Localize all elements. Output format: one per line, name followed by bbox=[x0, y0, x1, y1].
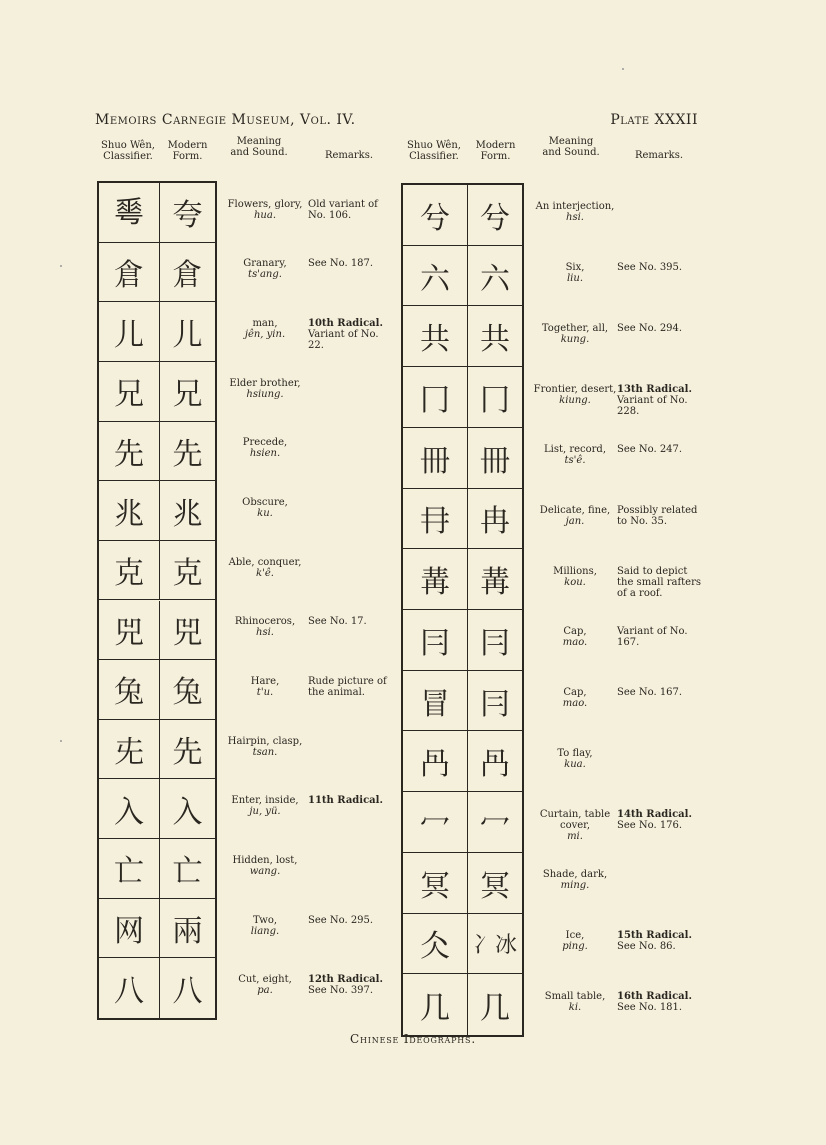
modern-form-glyph: 冫冰 bbox=[467, 914, 522, 975]
meaning-and-sound bbox=[532, 262, 618, 284]
meaning-and-sound bbox=[532, 505, 618, 527]
shuo-wen-classifier-glyph: 冎 bbox=[403, 731, 467, 792]
modern-form-glyph: 冊 bbox=[467, 428, 522, 489]
remarks bbox=[617, 687, 705, 698]
meaning-text: Rhinoceros, bbox=[234, 616, 296, 628]
modern-form-glyph: 六 bbox=[467, 246, 522, 307]
sound-text: kua. bbox=[564, 758, 586, 770]
sound-text: t'u. bbox=[256, 686, 274, 698]
sound-text: hua. bbox=[253, 209, 277, 221]
meaning-text: Cap, bbox=[563, 626, 587, 638]
shuo-wen-classifier-glyph: 冓 bbox=[403, 549, 467, 610]
sound-text: wang. bbox=[249, 865, 281, 877]
col-header-classifier-right: Shuo Wên, Classifier. bbox=[407, 140, 461, 162]
meaning-text: Cap, bbox=[563, 687, 587, 699]
meaning-and-sound bbox=[226, 974, 304, 996]
sound-text: hsi. bbox=[256, 627, 274, 639]
meaning-text: Curtain, table cover, bbox=[539, 808, 611, 831]
shuo-wen-classifier-glyph: 八 bbox=[114, 974, 144, 1010]
meaning-text: Small table, bbox=[544, 990, 606, 1002]
modern-form-glyph: 几 bbox=[467, 974, 522, 1035]
col-header-classifier-left: Shuo Wên, Classifier. bbox=[101, 140, 155, 162]
shuo-wen-classifier-glyph: 几 bbox=[420, 990, 450, 1026]
shuo-wen-classifier-glyph: 克 bbox=[99, 541, 159, 601]
modern-form-glyph: 冥 bbox=[467, 853, 522, 914]
sound-text: liang. bbox=[250, 925, 280, 937]
shuo-wen-classifier-glyph: 冥 bbox=[403, 853, 467, 914]
remarks-text: See No. 176. bbox=[617, 819, 683, 831]
meaning-text: Hidden, lost, bbox=[232, 854, 298, 866]
modern-form-glyph: 冎 bbox=[467, 731, 522, 792]
col-header-modern-left: Modern Form. bbox=[167, 140, 208, 162]
remarks bbox=[617, 991, 705, 1013]
shuo-wen-classifier-glyph: 仌 bbox=[403, 914, 467, 975]
modern-form-glyph: 八 bbox=[159, 958, 215, 1018]
remarks bbox=[308, 616, 393, 627]
meaning-and-sound bbox=[226, 199, 304, 221]
shuo-wen-classifier-glyph: 冊 bbox=[403, 428, 467, 489]
remarks bbox=[308, 258, 393, 269]
modern-form-glyph: 先 bbox=[159, 720, 215, 780]
meaning-and-sound bbox=[226, 497, 304, 519]
remarks-text: See No. 397. bbox=[308, 985, 374, 997]
modern-form-glyph: 先 bbox=[159, 422, 215, 482]
col-header-meaning-right: Meaning and Sound. bbox=[542, 136, 600, 158]
shuo-wen-classifier-glyph: 冄 bbox=[403, 489, 467, 550]
shuo-wen-classifier-glyph: 兕 bbox=[99, 601, 159, 661]
meaning-and-sound bbox=[532, 809, 618, 842]
speck bbox=[60, 740, 62, 742]
sound-text: tsan. bbox=[252, 746, 278, 758]
meaning-text: Able, conquer, bbox=[228, 556, 302, 568]
remarks-text: Old variant of No. 106. bbox=[308, 198, 378, 221]
shuo-wen-classifier-glyph: 先 bbox=[99, 422, 159, 482]
meaning-text: Millions, bbox=[553, 565, 597, 577]
remarks bbox=[617, 626, 705, 648]
modern-form-glyph: 夸 bbox=[159, 183, 215, 243]
modern-form-glyph: 冖 bbox=[467, 792, 522, 853]
meaning-and-sound bbox=[532, 869, 618, 891]
meaning-and-sound bbox=[532, 930, 618, 952]
sound-text: kiung. bbox=[559, 394, 591, 406]
modern-form-glyph: 倉 bbox=[159, 243, 215, 303]
shuo-wen-classifier-glyph: 冂 bbox=[403, 367, 467, 428]
right-character-table bbox=[401, 183, 524, 1037]
sound-text: liu. bbox=[566, 273, 583, 285]
modern-form-glyph: 兕 bbox=[159, 601, 215, 661]
radical-label: 13th Radical. bbox=[617, 383, 692, 395]
shuo-wen-classifier-glyph: 兂 bbox=[99, 720, 159, 780]
meaning-and-sound bbox=[532, 748, 618, 770]
plate-number: Plate XXXII bbox=[610, 112, 698, 128]
meaning-text: Hairpin, clasp, bbox=[227, 735, 303, 747]
meaning-and-sound bbox=[532, 444, 618, 466]
running-header: Memoirs Carnegie Museum, Vol. IV. bbox=[95, 112, 356, 128]
remarks-text: See No. 395. bbox=[617, 262, 683, 274]
radical-label: 14th Radical. bbox=[617, 808, 692, 820]
remarks-text: Rude picture of the animal. bbox=[308, 675, 387, 698]
sound-text: ping. bbox=[562, 940, 588, 952]
meaning-text: Elder brother, bbox=[229, 377, 301, 389]
meaning-text: Delicate, fine, bbox=[539, 504, 611, 516]
meaning-text: Hare, bbox=[250, 675, 280, 687]
sound-text: ki. bbox=[568, 1001, 582, 1013]
meaning-text: Ice, bbox=[565, 929, 585, 941]
shuo-wen-classifier-glyph: 倉 bbox=[99, 243, 159, 303]
col-header-meaning-left: Meaning and Sound. bbox=[230, 136, 288, 158]
meaning-text: Obscure, bbox=[242, 497, 288, 509]
meaning-and-sound bbox=[226, 736, 304, 758]
remarks-text: Possibly related to No. 35. bbox=[617, 504, 698, 527]
meaning-text: Together, all, bbox=[541, 322, 609, 334]
sound-text: k'ê. bbox=[256, 567, 274, 579]
sound-text: hsien. bbox=[249, 448, 281, 460]
modern-form-glyph: 冉 bbox=[467, 489, 522, 550]
remarks-text: See No. 86. bbox=[617, 940, 676, 952]
speck bbox=[60, 265, 62, 267]
remarks bbox=[617, 930, 705, 952]
modern-form-glyph: 冃 bbox=[467, 671, 522, 732]
meaning-and-sound bbox=[226, 437, 304, 459]
remarks-text: See No. 167. bbox=[617, 687, 683, 699]
sound-text: ku. bbox=[257, 508, 273, 520]
shuo-wen-classifier-glyph: 冒 bbox=[403, 671, 467, 732]
meaning-and-sound bbox=[532, 384, 618, 406]
meaning-text: Enter, inside, bbox=[231, 795, 299, 807]
meaning-and-sound bbox=[226, 378, 304, 400]
meaning-text: Flowers, glory, bbox=[227, 198, 303, 210]
remarks-text: See No. 295. bbox=[308, 914, 374, 926]
meaning-and-sound bbox=[532, 566, 618, 588]
radical-label: 16th Radical. bbox=[617, 990, 692, 1002]
remarks bbox=[617, 809, 705, 831]
sound-text: ts'ê. bbox=[564, 455, 586, 467]
meaning-and-sound bbox=[532, 687, 618, 709]
meaning-text: List, record, bbox=[543, 444, 607, 456]
meaning-text: Cut, eight, bbox=[238, 974, 292, 986]
modern-form-glyph: 兮 bbox=[467, 185, 522, 246]
shuo-wen-classifier-glyph: 𠌶 bbox=[99, 183, 159, 243]
shuo-wen-classifier-glyph: 共 bbox=[403, 306, 467, 367]
remarks bbox=[308, 318, 393, 351]
radical-label: 10th Radical. bbox=[308, 318, 383, 330]
sound-text: mi. bbox=[567, 830, 583, 842]
meaning-text: Shade, dark, bbox=[542, 869, 608, 881]
sound-text: jên, yin. bbox=[244, 329, 286, 341]
meaning-text: man, bbox=[252, 318, 278, 330]
sound-text: mao. bbox=[562, 698, 588, 710]
sound-text: ts'ang. bbox=[248, 269, 282, 281]
sound-text: ju, yü. bbox=[249, 806, 281, 818]
meaning-text: Granary, bbox=[243, 258, 287, 270]
remarks bbox=[308, 199, 393, 221]
meaning-and-sound bbox=[226, 258, 304, 280]
modern-form-glyph: 兩 bbox=[159, 899, 215, 959]
shuo-wen-classifier-glyph: 网 bbox=[99, 899, 159, 959]
remarks-text: Variant of No. 167. bbox=[617, 626, 688, 649]
remarks-text: Variant of No. 228. bbox=[617, 394, 688, 417]
modern-form-glyph: 儿 bbox=[159, 302, 215, 362]
shuo-wen-classifier-glyph: 亡 bbox=[99, 839, 159, 899]
left-character-table bbox=[97, 181, 217, 1020]
remarks bbox=[308, 676, 393, 698]
sound-text: mao. bbox=[562, 637, 588, 649]
sound-text: hsi. bbox=[566, 212, 584, 224]
shuo-wen-classifier-glyph: 入 bbox=[99, 779, 159, 839]
modern-form-glyph: 冃 bbox=[467, 610, 522, 671]
sound-text: jan. bbox=[565, 515, 585, 527]
radical-label: 12th Radical. bbox=[308, 974, 383, 986]
remarks bbox=[308, 795, 393, 806]
meaning-and-sound bbox=[532, 991, 618, 1013]
sound-text: kou. bbox=[564, 576, 586, 588]
modern-form-glyph: 冂 bbox=[467, 367, 522, 428]
meaning-and-sound bbox=[226, 855, 304, 877]
shuo-wen-classifier-glyph: 六 bbox=[403, 246, 467, 307]
remarks bbox=[617, 566, 705, 599]
remarks bbox=[617, 262, 705, 273]
shuo-wen-classifier-glyph: 兄 bbox=[99, 362, 159, 422]
col-header-modern-right: Modern Form. bbox=[475, 140, 516, 162]
speck bbox=[622, 68, 624, 70]
sound-text: pa. bbox=[257, 985, 273, 997]
meaning-and-sound bbox=[226, 795, 304, 817]
meaning-and-sound bbox=[226, 557, 304, 579]
meaning-text: Six, bbox=[565, 262, 585, 274]
modern-form-glyph: 共 bbox=[467, 306, 522, 367]
sound-text: hsiung. bbox=[246, 388, 284, 400]
meaning-and-sound bbox=[532, 323, 618, 345]
remarks-text: See No. 17. bbox=[308, 616, 367, 628]
remarks bbox=[308, 974, 393, 996]
shuo-wen-classifier-glyph: 兆 bbox=[99, 481, 159, 541]
remarks bbox=[617, 505, 705, 527]
meaning-text: Frontier, desert, bbox=[533, 383, 617, 395]
modern-form-glyph: 亡 bbox=[159, 839, 215, 899]
remarks-text: Variant of No. 22. bbox=[308, 329, 379, 352]
modern-form-glyph: 冓 bbox=[467, 549, 522, 610]
remarks-text: See No. 247. bbox=[617, 444, 683, 456]
plate-caption: Chinese Ideographs. bbox=[350, 1032, 476, 1046]
shuo-wen-classifier-glyph: ⼉ bbox=[99, 302, 159, 362]
meaning-and-sound bbox=[226, 616, 304, 638]
modern-form-glyph: 兔 bbox=[159, 660, 215, 720]
shuo-wen-classifier-glyph: 冃 bbox=[403, 610, 467, 671]
meaning-text: Two, bbox=[252, 914, 278, 926]
meaning-text: Precede, bbox=[242, 437, 288, 449]
remarks-text: See No. 181. bbox=[617, 1001, 683, 1013]
remarks bbox=[617, 444, 705, 455]
remarks bbox=[617, 384, 705, 417]
meaning-and-sound bbox=[226, 676, 304, 698]
meaning-and-sound bbox=[226, 915, 304, 937]
remarks bbox=[617, 323, 705, 334]
shuo-wen-classifier-glyph: 兮 bbox=[403, 185, 467, 246]
meaning-text: To flay, bbox=[557, 747, 593, 759]
meaning-text: An interjection, bbox=[535, 201, 615, 213]
remarks-text: Said to depict the small rafters of a roof. bbox=[617, 565, 701, 599]
remarks-text: See No. 187. bbox=[308, 258, 374, 270]
modern-form-glyph: 入 bbox=[159, 779, 215, 839]
modern-form-glyph: 克 bbox=[159, 541, 215, 601]
meaning-and-sound bbox=[532, 201, 618, 223]
shuo-wen-classifier-glyph: 兔 bbox=[99, 660, 159, 720]
sound-text: kung. bbox=[560, 333, 590, 345]
meaning-and-sound bbox=[226, 318, 304, 340]
remarks bbox=[308, 915, 393, 926]
col-header-remarks-left: Remarks. bbox=[324, 150, 374, 161]
radical-label: 15th Radical. bbox=[617, 929, 692, 941]
sound-text: ming. bbox=[560, 880, 590, 892]
meaning-and-sound bbox=[532, 626, 618, 648]
remarks-text: See No. 294. bbox=[617, 322, 683, 334]
modern-form-glyph: 兄 bbox=[159, 362, 215, 422]
modern-form-glyph: 兆 bbox=[159, 481, 215, 541]
shuo-wen-classifier-glyph: 冖 bbox=[403, 792, 467, 853]
radical-label: 11th Radical. bbox=[308, 795, 383, 807]
col-header-remarks-right: Remarks. bbox=[634, 150, 684, 161]
